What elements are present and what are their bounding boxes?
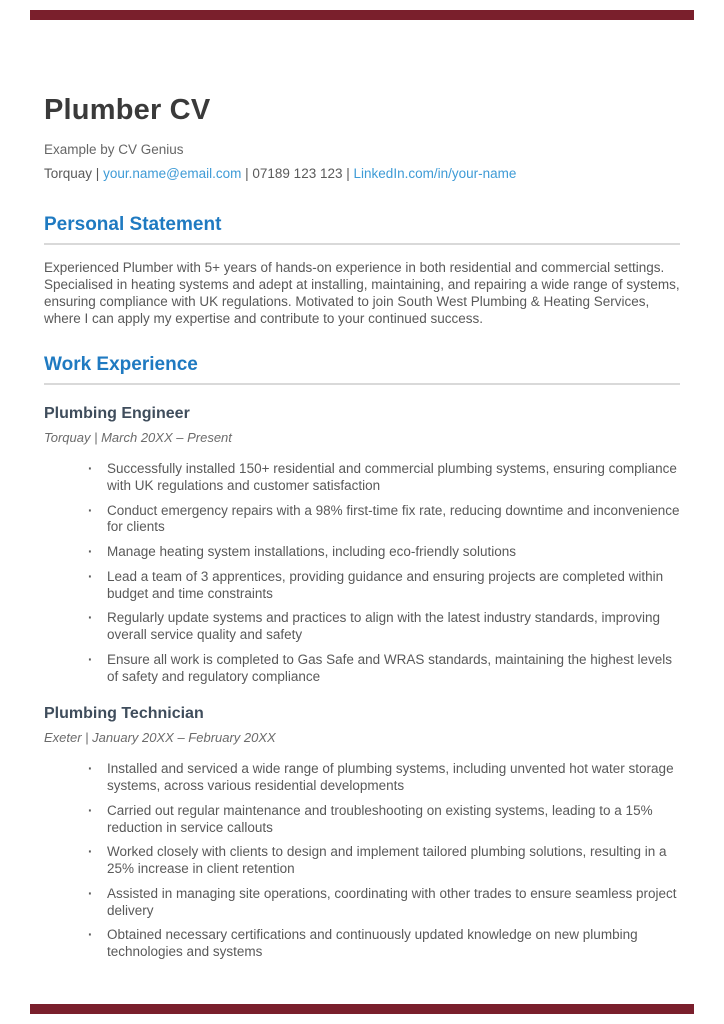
job-title-plumbing-engineer: Plumbing Engineer	[44, 405, 190, 423]
bullet-item: · Installed and serviced a wide range of plumbing systems, including unvented hot water storage systems, across various residential developments	[88, 761, 680, 794]
linkedin-link[interactable]: LinkedIn.com/in/your-name	[353, 166, 517, 182]
job-meta-plumbing-engineer: Torquay | March 20XX – Present	[44, 430, 232, 446]
bullet-item: · Conduct emergency repairs with a 98% first-time fix rate, reducing downtime and inconvenience for clients	[88, 503, 680, 536]
job-meta-plumbing-technician: Exeter | January 20XX – February 20XX	[44, 730, 276, 746]
bullet-item: · Ensure all work is completed to Gas Safe and WRAS standards, maintaining the highest levels of safety and regulatory compliance	[88, 652, 680, 685]
cv-content	[44, 0, 680, 969]
section-heading-work-experience: Work Experience	[44, 354, 680, 385]
bottom-accent-bar	[30, 1004, 694, 1014]
email-link[interactable]: your.name@email.com	[103, 166, 242, 182]
job-bullets-plumbing-technician	[44, 761, 680, 960]
contact-separator: |	[346, 166, 350, 182]
personal-statement-text: Experienced Plumber with 5+ years of hands-on experience in both residential and commercial settings. Specialised in heating systems and adept at installing, maintaining, and repairing a wide range of systems, ensuring compliance with UK regulations. Motivated to join South West Plumbing & Heating Services, where I can apply my expertise and contribute to your continued success.	[44, 260, 680, 326]
contact-line	[44, 166, 680, 181]
bullet-item: · Obtained necessary certifications and continuously updated knowledge on new plumbing technologies and systems	[88, 927, 680, 960]
contact-separator: |	[95, 166, 100, 182]
contact-separator: |	[245, 166, 249, 182]
contact-phone: 07189 123 123	[252, 166, 343, 182]
job-title-plumbing-technician: Plumbing Technician	[44, 705, 204, 723]
bullet-item: · Manage heating system installations, including eco-friendly solutions	[88, 544, 680, 561]
cv-subtitle: Example by CV Genius	[44, 142, 184, 158]
bullet-item: · Lead a team of 3 apprentices, providing guidance and ensuring projects are completed within budget and time constraints	[88, 569, 680, 602]
bullet-item: · Worked closely with clients to design and implement tailored plumbing solutions, resulting in a 25% increase in client retention	[88, 844, 680, 877]
contact-location: Torquay	[44, 166, 93, 182]
bullet-item: · Regularly update systems and practices to align with the latest industry standards, improving overall service quality and safety	[88, 610, 680, 643]
page-title: Plumber CV	[44, 94, 211, 126]
section-heading-personal-statement: Personal Statement	[44, 214, 680, 245]
bullet-item: · Assisted in managing site operations, coordinating with other trades to ensure seamless project delivery	[88, 886, 680, 919]
bullet-item: · Carried out regular maintenance and troubleshooting on existing systems, leading to a 15% reduction in service callouts	[88, 803, 680, 836]
bullet-item: · Successfully installed 150+ residential and commercial plumbing systems, ensuring compliance with UK regulations and customer satisfaction	[88, 461, 680, 494]
job-bullets-plumbing-engineer	[44, 461, 680, 685]
